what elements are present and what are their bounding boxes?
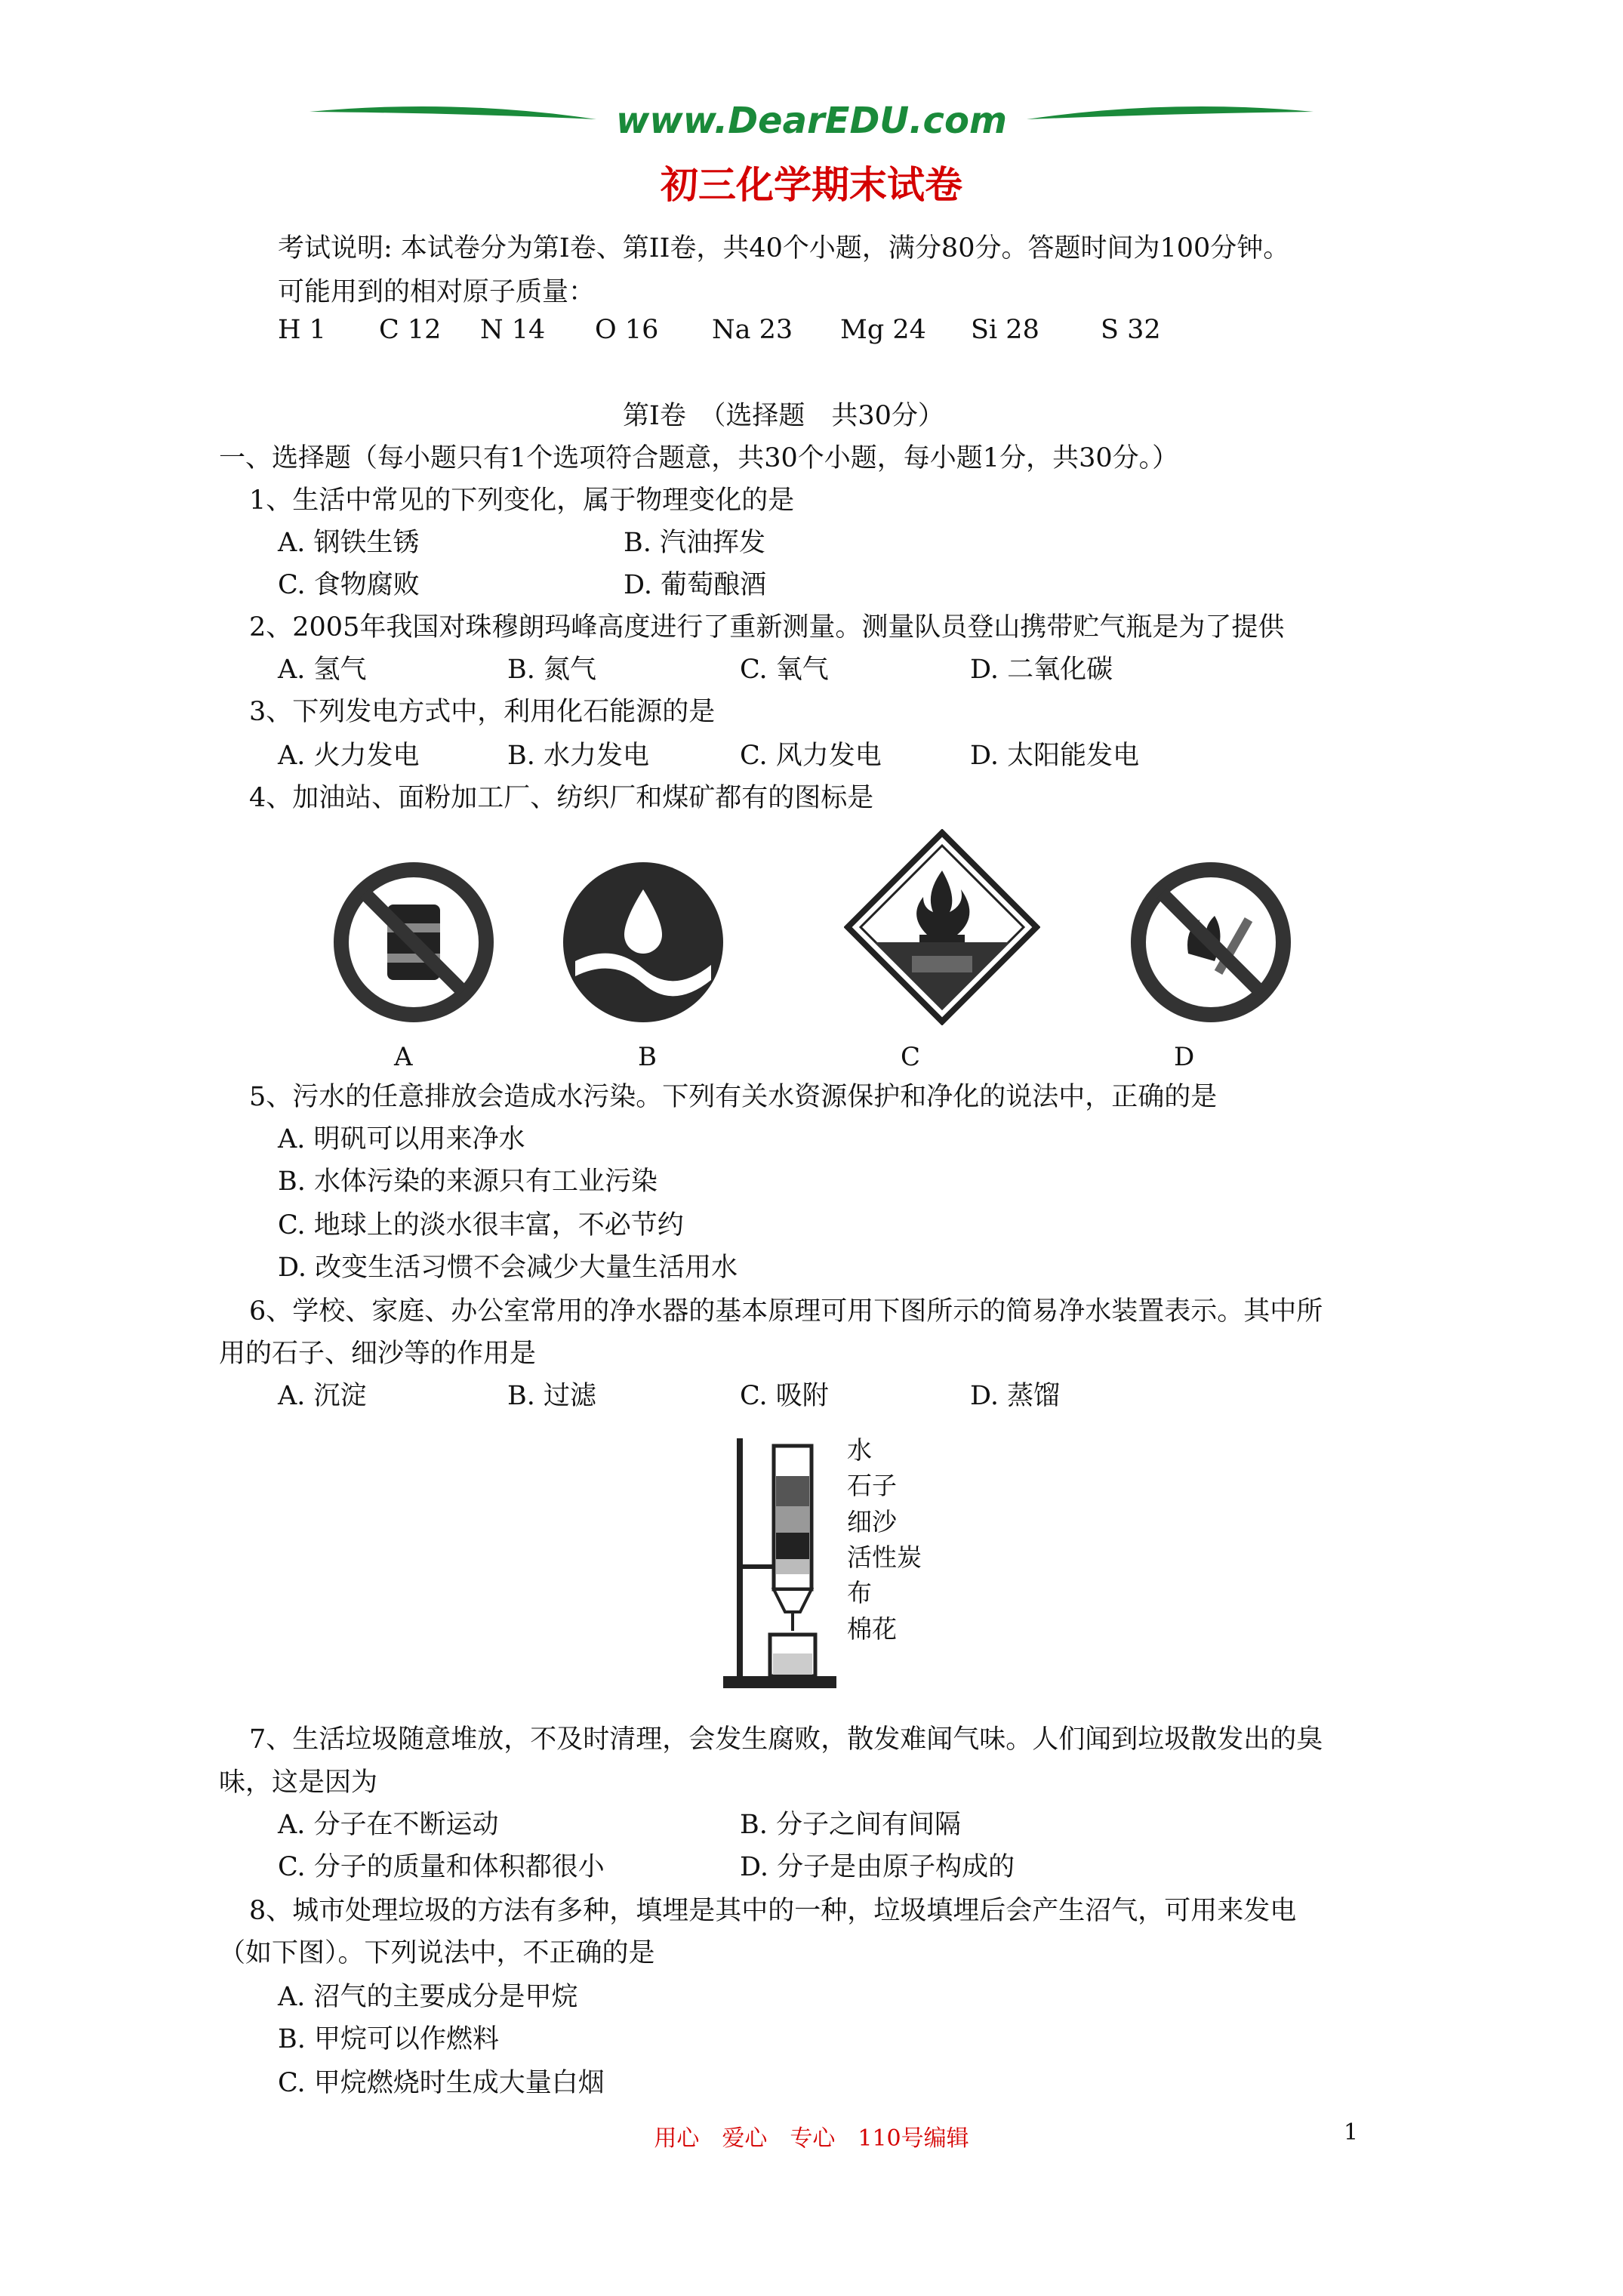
q6-option-d[interactable]: D. 蒸馏 xyxy=(970,1381,1061,1411)
q7-option-c[interactable]: C. 分子的质量和体积都很小 xyxy=(278,1852,605,1882)
q3-option-c[interactable]: C. 风力发电 xyxy=(740,741,882,771)
no-oil-drum-icon[interactable] xyxy=(331,859,497,1025)
q2-stem: 2、2005年我国对珠穆朗玛峰高度进行了重新测量。测量队员登山携带贮气瓶是为了提供 xyxy=(249,612,1285,643)
q7-stem-line2: 味，这是因为 xyxy=(219,1767,378,1798)
q5-stem: 5、污水的任意排放会造成水污染。下列有关水资源保护和净化的说法中，正确的是 xyxy=(249,1082,1218,1112)
q6-option-b[interactable]: B. 过滤 xyxy=(507,1381,596,1411)
diagram-label-activated-carbon: 活性炭 xyxy=(847,1542,922,1572)
q4-label-c: C xyxy=(901,1042,921,1072)
mass-n: N 14 xyxy=(480,315,546,345)
mass-h: H 1 xyxy=(278,315,326,345)
q5-option-a[interactable]: A. 明矾可以用来净水 xyxy=(278,1124,525,1154)
q6-option-a[interactable]: A. 沉淀 xyxy=(278,1381,367,1411)
exam-instructions: 考试说明: 本试卷分为第Ⅰ卷、第II卷，共40个小题，满分80分。答题时间为100分钟。 xyxy=(278,233,1290,264)
water-filter-apparatus-diagram xyxy=(717,1431,845,1695)
mass-na: Na 23 xyxy=(712,315,793,345)
section-instruction: 一、选择题（每小题只有1个选项符合题意，共30个小题，每小题1分，共30分。） xyxy=(219,443,1179,473)
exam-title: 初三化学期末试卷 xyxy=(661,162,962,207)
q3-option-a[interactable]: A. 火力发电 xyxy=(278,741,420,771)
page-number: 1 xyxy=(1344,2119,1359,2146)
diagram-label-cotton: 棉花 xyxy=(847,1614,897,1644)
q3-stem: 3、下列发电方式中，利用化石能源的是 xyxy=(249,697,716,727)
q1-option-b[interactable]: B. 汽油挥发 xyxy=(624,528,765,558)
page-footer: 用心 爱心 专心 110号编辑 xyxy=(654,2125,969,2152)
q1-stem: 1、生活中常见的下列变化，属于物理变化的是 xyxy=(249,485,795,516)
q2-option-d[interactable]: D. 二氧化碳 xyxy=(970,655,1113,685)
q4-label-a: A xyxy=(394,1042,413,1072)
mass-si: Si 28 xyxy=(971,315,1039,345)
mass-o: O 16 xyxy=(595,315,659,345)
diagram-label-cloth: 布 xyxy=(847,1578,872,1607)
q6-stem-line1: 6、学校、家庭、办公室常用的净水器的基本原理可用下图所示的简易净水装置表示。其中所 xyxy=(249,1296,1323,1327)
diagram-label-water: 水 xyxy=(847,1435,872,1465)
water-drop-icon[interactable] xyxy=(560,859,726,1025)
flammable-hazard-icon[interactable] xyxy=(844,829,1040,1025)
site-name[interactable]: www.DearEDU.com xyxy=(616,100,1007,142)
no-smoking-icon[interactable] xyxy=(1128,859,1294,1025)
q2-option-a[interactable]: A. 氢气 xyxy=(278,655,367,685)
q3-option-d[interactable]: D. 太阳能发电 xyxy=(970,741,1140,771)
diagram-label-stones: 石子 xyxy=(847,1471,897,1500)
q7-option-a[interactable]: A. 分子在不断运动 xyxy=(278,1810,499,1840)
q5-option-d[interactable]: D. 改变生活习惯不会减少大量生活用水 xyxy=(278,1253,738,1283)
atomic-mass-heading: 可能用到的相对原子质量： xyxy=(278,277,596,307)
q8-option-c[interactable]: C. 甲烷燃烧时生成大量白烟 xyxy=(278,2068,605,2098)
mass-mg: Mg 24 xyxy=(840,315,926,345)
q6-stem-line2: 用的石子、细沙等的作用是 xyxy=(219,1339,537,1369)
q5-option-b[interactable]: B. 水体污染的来源只有工业污染 xyxy=(278,1166,658,1197)
mass-c: C 12 xyxy=(379,315,442,345)
q8-option-b[interactable]: B. 甲烷可以作燃料 xyxy=(278,2024,499,2054)
q2-option-b[interactable]: B. 氮气 xyxy=(507,655,596,685)
q1-option-c[interactable]: C. 食物腐败 xyxy=(278,570,420,600)
q8-stem-line1: 8、城市处理垃圾的方法有多种，填埋是其中的一种，垃圾填埋后会产生沼气，可用来发电 xyxy=(249,1896,1297,1926)
q5-option-c[interactable]: C. 地球上的淡水很丰富，不必节约 xyxy=(278,1210,684,1240)
q3-option-b[interactable]: B. 水力发电 xyxy=(507,741,649,771)
q6-option-c[interactable]: C. 吸附 xyxy=(740,1381,829,1411)
section-heading: 第Ⅰ卷 （选择题 共30分） xyxy=(623,401,944,431)
q8-stem-line2: （如下图）。下列说法中，不正确的是 xyxy=(219,1938,655,1968)
q4-label-d: D xyxy=(1174,1042,1195,1072)
diagram-label-sand: 细沙 xyxy=(847,1507,897,1536)
q1-option-a[interactable]: A. 钢铁生锈 xyxy=(278,528,420,558)
mass-s: S 32 xyxy=(1101,315,1161,345)
q7-stem-line1: 7、生活垃圾随意堆放，不及时清理，会发生腐败，散发难闻气味。人们闻到垃圾散发出的臭 xyxy=(249,1724,1323,1755)
q8-option-a[interactable]: A. 沼气的主要成分是甲烷 xyxy=(278,1982,578,2012)
q1-option-d[interactable]: D. 葡萄酿酒 xyxy=(624,570,767,600)
q4-label-b: B xyxy=(638,1042,657,1072)
q4-stem: 4、加油站、面粉加工厂、纺织厂和煤矿都有的图标是 xyxy=(249,783,874,813)
q7-option-b[interactable]: B. 分子之间有间隔 xyxy=(740,1810,961,1840)
q7-option-d[interactable]: D. 分子是由原子构成的 xyxy=(740,1852,1015,1882)
q2-option-c[interactable]: C. 氧气 xyxy=(740,655,829,685)
